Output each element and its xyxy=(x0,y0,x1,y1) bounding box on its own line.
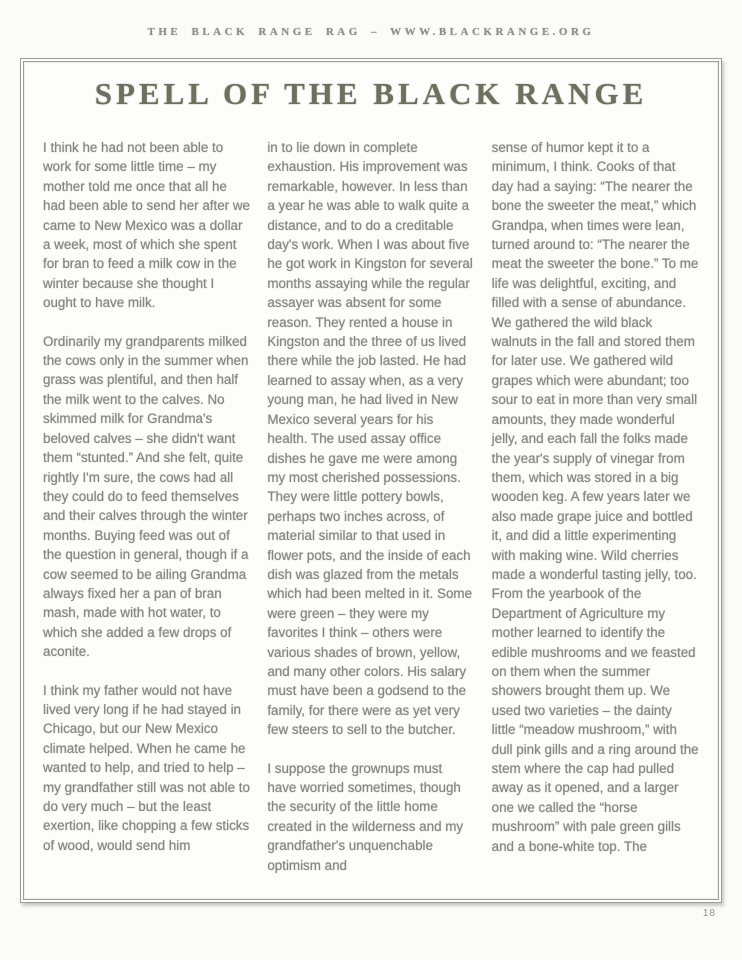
paragraph: I suppose the grownups must have worried sometimes, though the security of the little home created in the wilderness and my grandfather's unquenchable optimism and xyxy=(267,760,464,873)
masthead: THE BLACK RANGE RAG – WWW.BLACKRANGE.ORG xyxy=(147,26,595,38)
article-frame xyxy=(20,58,722,903)
article-title: SPELL OF THE BLACK RANGE xyxy=(94,76,648,111)
article-columns xyxy=(42,138,700,894)
paragraph: I think he had not been able to work for some little time – my mother told me once that all he had been able to send her after we came to New Mexico was a dollar a week, most of which she spent for bran to feed a milk cow in the winter because she thought I ought to have milk. xyxy=(43,140,250,311)
column-left xyxy=(43,138,250,894)
paragraph: in to lie down in complete exhaustion. His improvement was remarkable, however. In less than a year he was able to walk quite a distance, and to do a creditable day's work. When I was about five he got work in Kingston for several months assaying while the regular assayer was absent for some reason. They rented a house in Kingston and the three of us lived there while the job lasted. He had learned to assay when, as a very young man, he had lived in New Mexico several years for his health. The used assay office dishes he gave me were among my most cherished possessions. They were little pottery bowls, perhaps two inches across, of material similar to that used in flower pots, and the inside of each dish was glazed from the metals which had been melted in it. Some were green – they were my favorites I think – others were various shades of brown, yellow, and many other colors. His salary must have been a godsend to the family, for there were as yet very few steers to sell to the butcher. xyxy=(267,140,473,738)
paragraph: Ordinarily my grandparents milked the cows only in the summer when grass was plentiful, and then half the milk went to the calves. No skimmed milk for Grandma's beloved calves – she didn't want them “stunted.” And she felt, quite rightly I'm sure, the cows had all they could do to feed themselves and their calves through the winter months. Buying feed was out of the question in general, though if a cow seemed to be ailing Grandma always fixed her a pan of bran mash, made with hot water, to which she added a few drops of aconite. xyxy=(43,333,249,660)
page-number: 18 xyxy=(702,908,716,919)
column-right xyxy=(492,138,699,894)
paragraph: I think my father would not have lived very long if he had stayed in Chicago, but our New Mexico climate helped. When he came he wanted to help, and tried to help – my grandfather still was not able to do very much – but the least exertion, like chopping a few sticks of wood, would send him xyxy=(43,682,250,853)
paragraph: sense of humor kept it to a minimum, I think. Cooks of that day had a saying: “The nearer the bone the sweeter the meat,” which Grandpa, when times were lean, turned around to: “The nearer the meat the sweeter the bone.” To me life was delightful, exciting, and filled with a sense of abundance. We gathered the wild black walnuts in the fall and stored them for later use. We gathered wild grapes which were abundant; too sour to eat in more than very small amounts, they made wonderful jelly, and each fall the folks made the year's supply of vinegar from them, which was stored in a big wooden keg. A few years later we also made grape juice and bottled it, and did a little experimenting with making wine. Wild cherries made a wonderful tasting jelly, too. From the yearbook of the Department of Agriculture my mother learned to identify the edible mushrooms and we feasted on them when the summer showers brought them up. We used two varieties – the dainty little “meadow mushroom,” with dull pink gills and a ring around the stem where the cap had pulled away as it opened, and a larger one we called the “horse mushroom” with pale green gills and a bone-white top. The xyxy=(491,140,699,854)
column-center xyxy=(267,138,474,894)
